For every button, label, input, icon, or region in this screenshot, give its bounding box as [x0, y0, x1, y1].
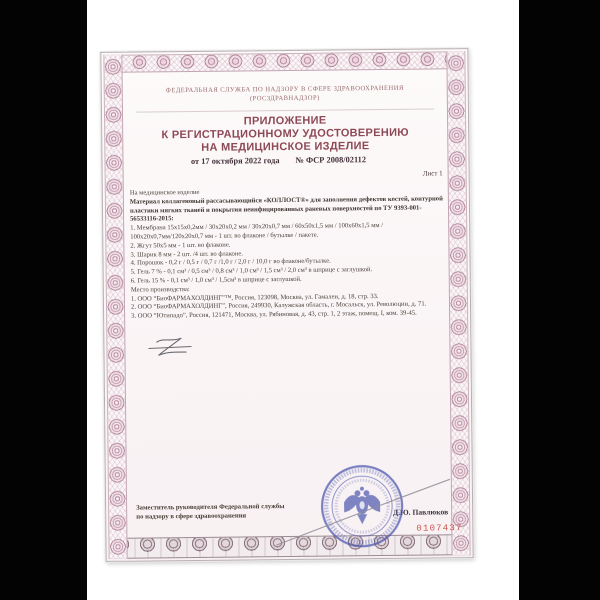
product-item: 4. Порошок - 0,2 г / 0,5 г / 0,7 г /1,0 г / 2,0 г / 10,0 г во флаконе/бутылке.: [130, 257, 331, 268]
document-body: [130, 186, 445, 321]
producer-item: 3. ООО “Ютипадо”, Россия, 121471, Москва, ул. Рябиновая, д. 43, стр. 1, 2 этаж, помещ. I, ком. 39-45.: [131, 309, 417, 320]
agency-name: ФЕДЕРАЛЬНАЯ СЛУЖБА ПО НАДЗОРУ В СФЕРЕ ЗДРАВООХРАНЕНИЯ: [165, 84, 404, 95]
photo-background-left: [0, 0, 87, 600]
blank-serial-number: 0107437: [416, 523, 463, 534]
certificate-document: [100, 48, 473, 562]
signatory-position-line2: по надзору в сфере здравоохранения: [136, 512, 247, 521]
product-item: 1. Мембрана 15х15х0,2мм / 30х20х0,2 мм / 30х20х0,7 мм / 60х50х1,5 мм / 100х60х1,5 мм / 100х20х0,7мм/120х20х0,7 мм - 1 шт. во флаконе / бутылке / пакете.: [130, 222, 384, 241]
product-item: 5. Гель 7 % - 0,1 см³ / 0,5 см³ / 0,8 см³ / 1,0 см³ / 1,5 см³ / 2,0 см³ в шприце с заглушкой.: [130, 266, 373, 276]
sheet-number: Лист 1: [422, 169, 443, 178]
product-item: 3. Шарик 8 мм - 2 шт. /4 шт. во флаконе.: [130, 250, 243, 259]
issue-date: от 17 октября 2022 года: [190, 156, 280, 166]
registration-number: № ФСР 2008/02112: [295, 155, 367, 165]
doc-title-line1: ПРИЛОЖЕНИЕ: [243, 114, 327, 128]
handwritten-mark: [146, 335, 196, 360]
doc-title-line3: НА МЕДИЦИНСКОЕ ИЗДЕЛИЕ: [201, 140, 370, 154]
photo-background-right: [519, 0, 600, 600]
body-intro: На медицинское изделие: [129, 188, 200, 197]
guilloche-border-top: [103, 51, 465, 73]
issue-date-and-number: [102, 154, 454, 167]
header-divider: [136, 108, 434, 112]
doc-title-line2: К РЕГИСТРАЦИОННОМУ УДОСТОВЕРЕНИЮ: [161, 126, 409, 142]
pen-signature-stroke: [264, 473, 457, 553]
signatory-name: Д.Ю. Павлюков: [392, 507, 449, 517]
signatory-position-line1: Заместитель руководителя Федеральной службы: [136, 503, 285, 512]
product-item: 6. Гель 15 % - 0,1 см³ / 1,0 см³ / 1,5см³ в шприце с заглушкой.: [130, 275, 302, 285]
production-sites-title: Место производства:: [130, 285, 190, 294]
product-name: Материал коллагеновый рассасывающийся «КОЛЛОСТ®» для заполнения дефектов костей, контурной пластики мягких тканей и покрытия неинфицированных раневых поверхностей по ТУ 9393-001-56533116-2015:: [129, 195, 443, 224]
agency-short-name: (РОСЗДРАВНАДЗОР): [249, 94, 320, 103]
producer-item: 2. ООО “БиоФАРМАХОЛДИНГ”, Россия, 249930, Калужская область, г. Мосальск, ул. Революции, д. 71.: [130, 300, 427, 311]
product-item: 2. Жгут 50х5 мм - 1 шт. во флаконе.: [130, 241, 231, 250]
producer-item: 1. ООО “БиоФАРМАХОЛДИНГ”™, Россия, 123098, Москва, ул. Гамалеи, д. 18, стр. 33.: [130, 292, 379, 303]
